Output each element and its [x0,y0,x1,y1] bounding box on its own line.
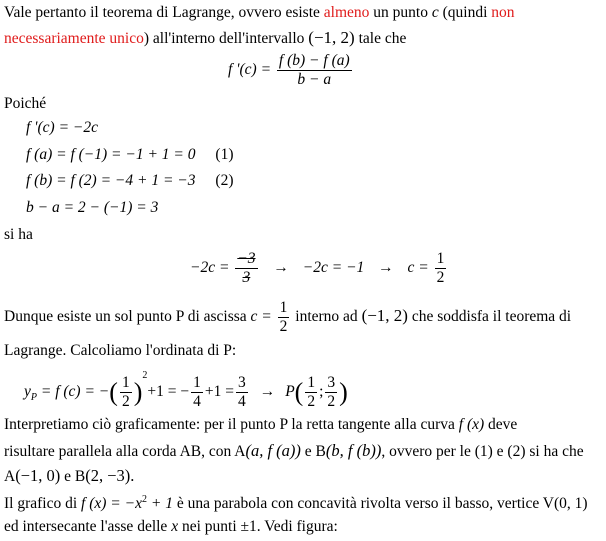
fraction-denominator: 2 [327,392,336,410]
text-segment: nei punti ±1. Vedi figura: [178,518,338,535]
formula-mid: +1 = [204,383,234,400]
equation-b-minus-a: b − a = 2 − (−1) = 3 [26,199,159,216]
text-segment: , ovvero per le (1) e (2) si ha che [381,443,584,460]
paragraph-lagrange-line2 [4,28,406,48]
fraction-denominator: 4 [237,392,246,410]
formula-mid: +1 = − [147,383,190,400]
text-segment: è una parabola con concavità rivolta verso il basso, vertice V(0, 1) [172,495,588,513]
formula-solve-c [190,250,448,287]
text-segment: ed intersecante l'asse delle [4,518,172,535]
equation-ref: (2) [215,172,234,189]
text-segment: e B [60,468,86,485]
exponent: 2 [142,370,148,381]
math-fx: f (x) [458,416,485,433]
si-ha-label: si ha [4,226,33,243]
equation-text: f (a) = f (−1) = −1 + 1 = 0 [26,146,196,163]
fraction-denominator: 4 [193,392,201,410]
point-b: (b, f (b)) [325,441,382,460]
formula-lhs: f '(c) = [228,61,272,79]
text-segment: (quindi [438,4,492,21]
fraction-denominator: 2 [279,318,288,335]
text-segment: Il grafico di [4,495,82,513]
math-function-tail: + 1 [146,495,173,513]
text-segment: ) all'interno dell'intervallo [143,30,309,47]
paragraph-asse [4,518,338,536]
fraction [277,52,352,89]
fraction-numerator: 1 [436,250,445,267]
paragraph-dunque [4,299,571,336]
text-segment: interno ad [291,308,362,326]
arrow-icon: → [378,259,394,277]
fraction [325,374,337,411]
paragraph-lagrange-line1 [4,4,515,22]
text-segment: Dunque esiste un sol punto P di ascissa [4,308,251,326]
paragraph-grafico [4,494,588,513]
formula-lagrange [228,52,354,89]
point-a-value: (−1, 0) [15,466,61,485]
fraction [305,374,317,411]
poiche-label: Poiché [4,95,47,112]
fraction-numerator: 1 [307,373,316,391]
equation-text: f (b) = f (2) = −4 + 1 = −3 [26,172,196,189]
formula-lhs: −2c = [190,259,230,277]
formula-eq: = f (c) = − [37,383,110,400]
math-c: c = [250,308,272,326]
formula-sub: P [30,392,37,404]
equation-fb [26,172,233,190]
text-segment: un punto [369,4,432,21]
fraction-denominator: 3 [242,269,251,286]
fraction [191,374,203,411]
fraction-numerator: 1 [121,373,130,391]
highlight-non: non [491,4,515,21]
formula-middle: −2c = −1 [302,259,365,277]
point-label: P [285,383,295,400]
text-segment: deve [484,416,518,433]
fraction-denominator: 2 [436,269,445,286]
fraction-denominator: 2 [307,392,316,410]
equation-fa [26,146,233,164]
fraction-numerator: f (b) − f (a) [278,52,350,69]
arrow-icon: → [259,383,276,400]
exponent: 2 [141,494,147,505]
fraction [278,299,290,336]
math-function: f (x) = −x [81,495,142,513]
text-segment: A [4,468,16,485]
fraction-numerator: −3 [237,250,256,267]
text-segment: risultare parallela alla corda AB, con A [4,443,246,460]
text-segment: che soddisfa il teorema di [407,308,572,326]
text-segment: tale che [354,30,407,47]
fraction-denominator: 2 [121,392,130,410]
fraction-numerator: 1 [193,373,201,391]
fraction-numerator: 1 [279,299,288,316]
text-segment: Interpretiamo ciò graficamente: per il punto P la retta tangente alla curva [4,416,459,433]
point-b-value: (2, −3). [85,466,135,485]
text-segment: e B [300,443,326,460]
math-interval: (−1, 2) [361,306,408,326]
highlight-almeno: almeno [323,4,370,21]
fraction [235,250,257,287]
fraction [236,374,248,411]
fraction-denominator: b − a [297,71,332,88]
arrow-icon: → [273,259,289,277]
math-x: x [171,518,179,535]
equation-derivative: f '(c) = −2c [26,119,98,136]
highlight-necessariamente: necessariamente unico [4,30,144,47]
fraction [120,374,132,411]
fraction-numerator: 3 [237,373,246,391]
formula-result: c = [407,259,429,277]
text-segment: Vale pertanto il teorema di Lagrange, ovvero esiste [4,4,324,21]
fraction [435,250,447,287]
math-var-c: c [431,4,439,21]
equation-ref: (1) [215,146,234,163]
formula-y: y [24,383,31,400]
formula-ordinata: $y_P = f$ (c) = −( $\frac{1}{2}$ )$^2$+1 = − $\frac{1}{4}$ +1 = $\frac{3}{4}$ → P( $\frac{1}{2}$ ; $\frac{3}{2}$ ) [24,370,348,410]
paragraph-lagrange-ordinata: Lagrange. Calcoliamo l'ordinata di P: [4,342,237,359]
separator: ; [319,383,324,400]
math-interval: (−1, 2) [308,28,355,47]
fraction-numerator: 3 [327,373,336,391]
paragraph-corda [4,441,584,461]
paragraph-interpretiamo [4,416,517,434]
paragraph-points [4,466,134,486]
point-a: (a, f (a)) [245,441,301,460]
